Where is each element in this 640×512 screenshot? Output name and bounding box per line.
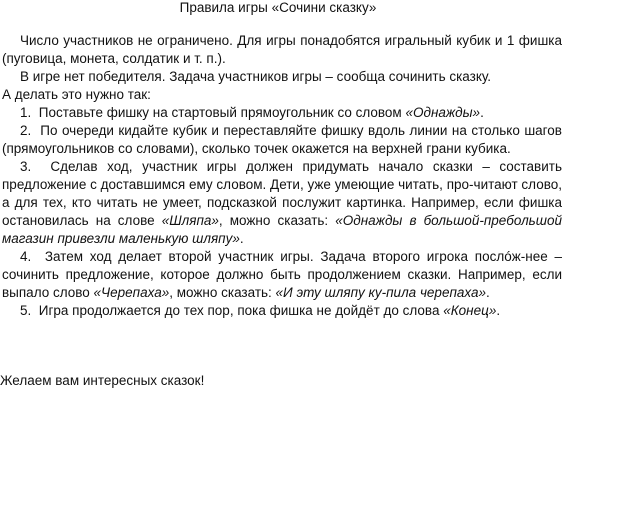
- rule-example: «И эту шляпу ку-пила черепаха»: [275, 285, 487, 300]
- intro-paragraph-participants: Число участников не ограничено. Для игры понадобятся игральный кубик и 1 фишка (пуговица, монета, солдатик и т. п.).: [2, 33, 562, 66]
- rule-keyword: «Конец»: [443, 303, 497, 318]
- rule-text: По очереди кидайте кубик и переставляйте фишку вдоль линии на столько шагов (прямоугольников со словами), сколько точек окажется на верхней грани кубика.: [2, 123, 562, 156]
- rule-number: 2.: [20, 123, 32, 138]
- rule-keyword: «Однажды»: [405, 105, 481, 120]
- rule-item: [2, 122, 562, 158]
- rule-text-end: .: [480, 105, 484, 120]
- document-title: Правила игры «Сочини сказку»: [179, 0, 377, 15]
- rule-number: 1.: [20, 105, 32, 120]
- rule-item: [2, 248, 562, 302]
- rule-text-end: .: [486, 285, 490, 300]
- document-body: [2, 32, 562, 320]
- rule-text: Сделав ход, участник игры должен придумать начало сказки – составить предложение с доставшимся ему словом. Дети, уже умеющие читать, про-читают слово, а для тех, кто читать не умеет, подсказкой послужит картинка. Например, если фишка остановилась на слове: [2, 159, 562, 228]
- rule-text: , можно сказать:: [169, 285, 276, 300]
- intro-paragraph-no-winner: В игре нет победителя. Задача участников игры – сообща сочинить сказку.: [20, 69, 492, 84]
- rule-text-end: .: [496, 303, 501, 318]
- rule-text: Игра продолжается до тех пор, пока фишка не дойдёт до слова: [38, 303, 444, 318]
- rule-text: Затем ход делает второй участник игры. Задача второго игрока послóж-нее – сочинить предложение, которое должно быть продолжением сказки. Например, если выпало слово: [2, 249, 562, 300]
- rule-item: [2, 158, 562, 248]
- rule-keyword: «Черепаха»: [93, 285, 170, 300]
- closing-wish: Желаем вам интересных сказок!: [0, 373, 205, 388]
- rule-text-end: .: [239, 231, 244, 246]
- rule-text: Поставьте фишку на стартовый прямоугольник со словом: [38, 105, 406, 120]
- rule-item: [2, 104, 562, 122]
- rule-number: 3.: [20, 159, 32, 174]
- rule-number: 4.: [20, 249, 32, 264]
- rule-item: [2, 302, 562, 320]
- rule-example: «Однажды в большой-пребольшой магазин привезли маленькую шляпу»: [2, 213, 563, 246]
- intro-paragraph-how-to: А делать это нужно так:: [2, 87, 151, 102]
- rule-number: 5.: [20, 303, 32, 318]
- rule-keyword: «Шляпа»: [161, 213, 219, 228]
- rule-text: , можно сказать:: [218, 213, 336, 228]
